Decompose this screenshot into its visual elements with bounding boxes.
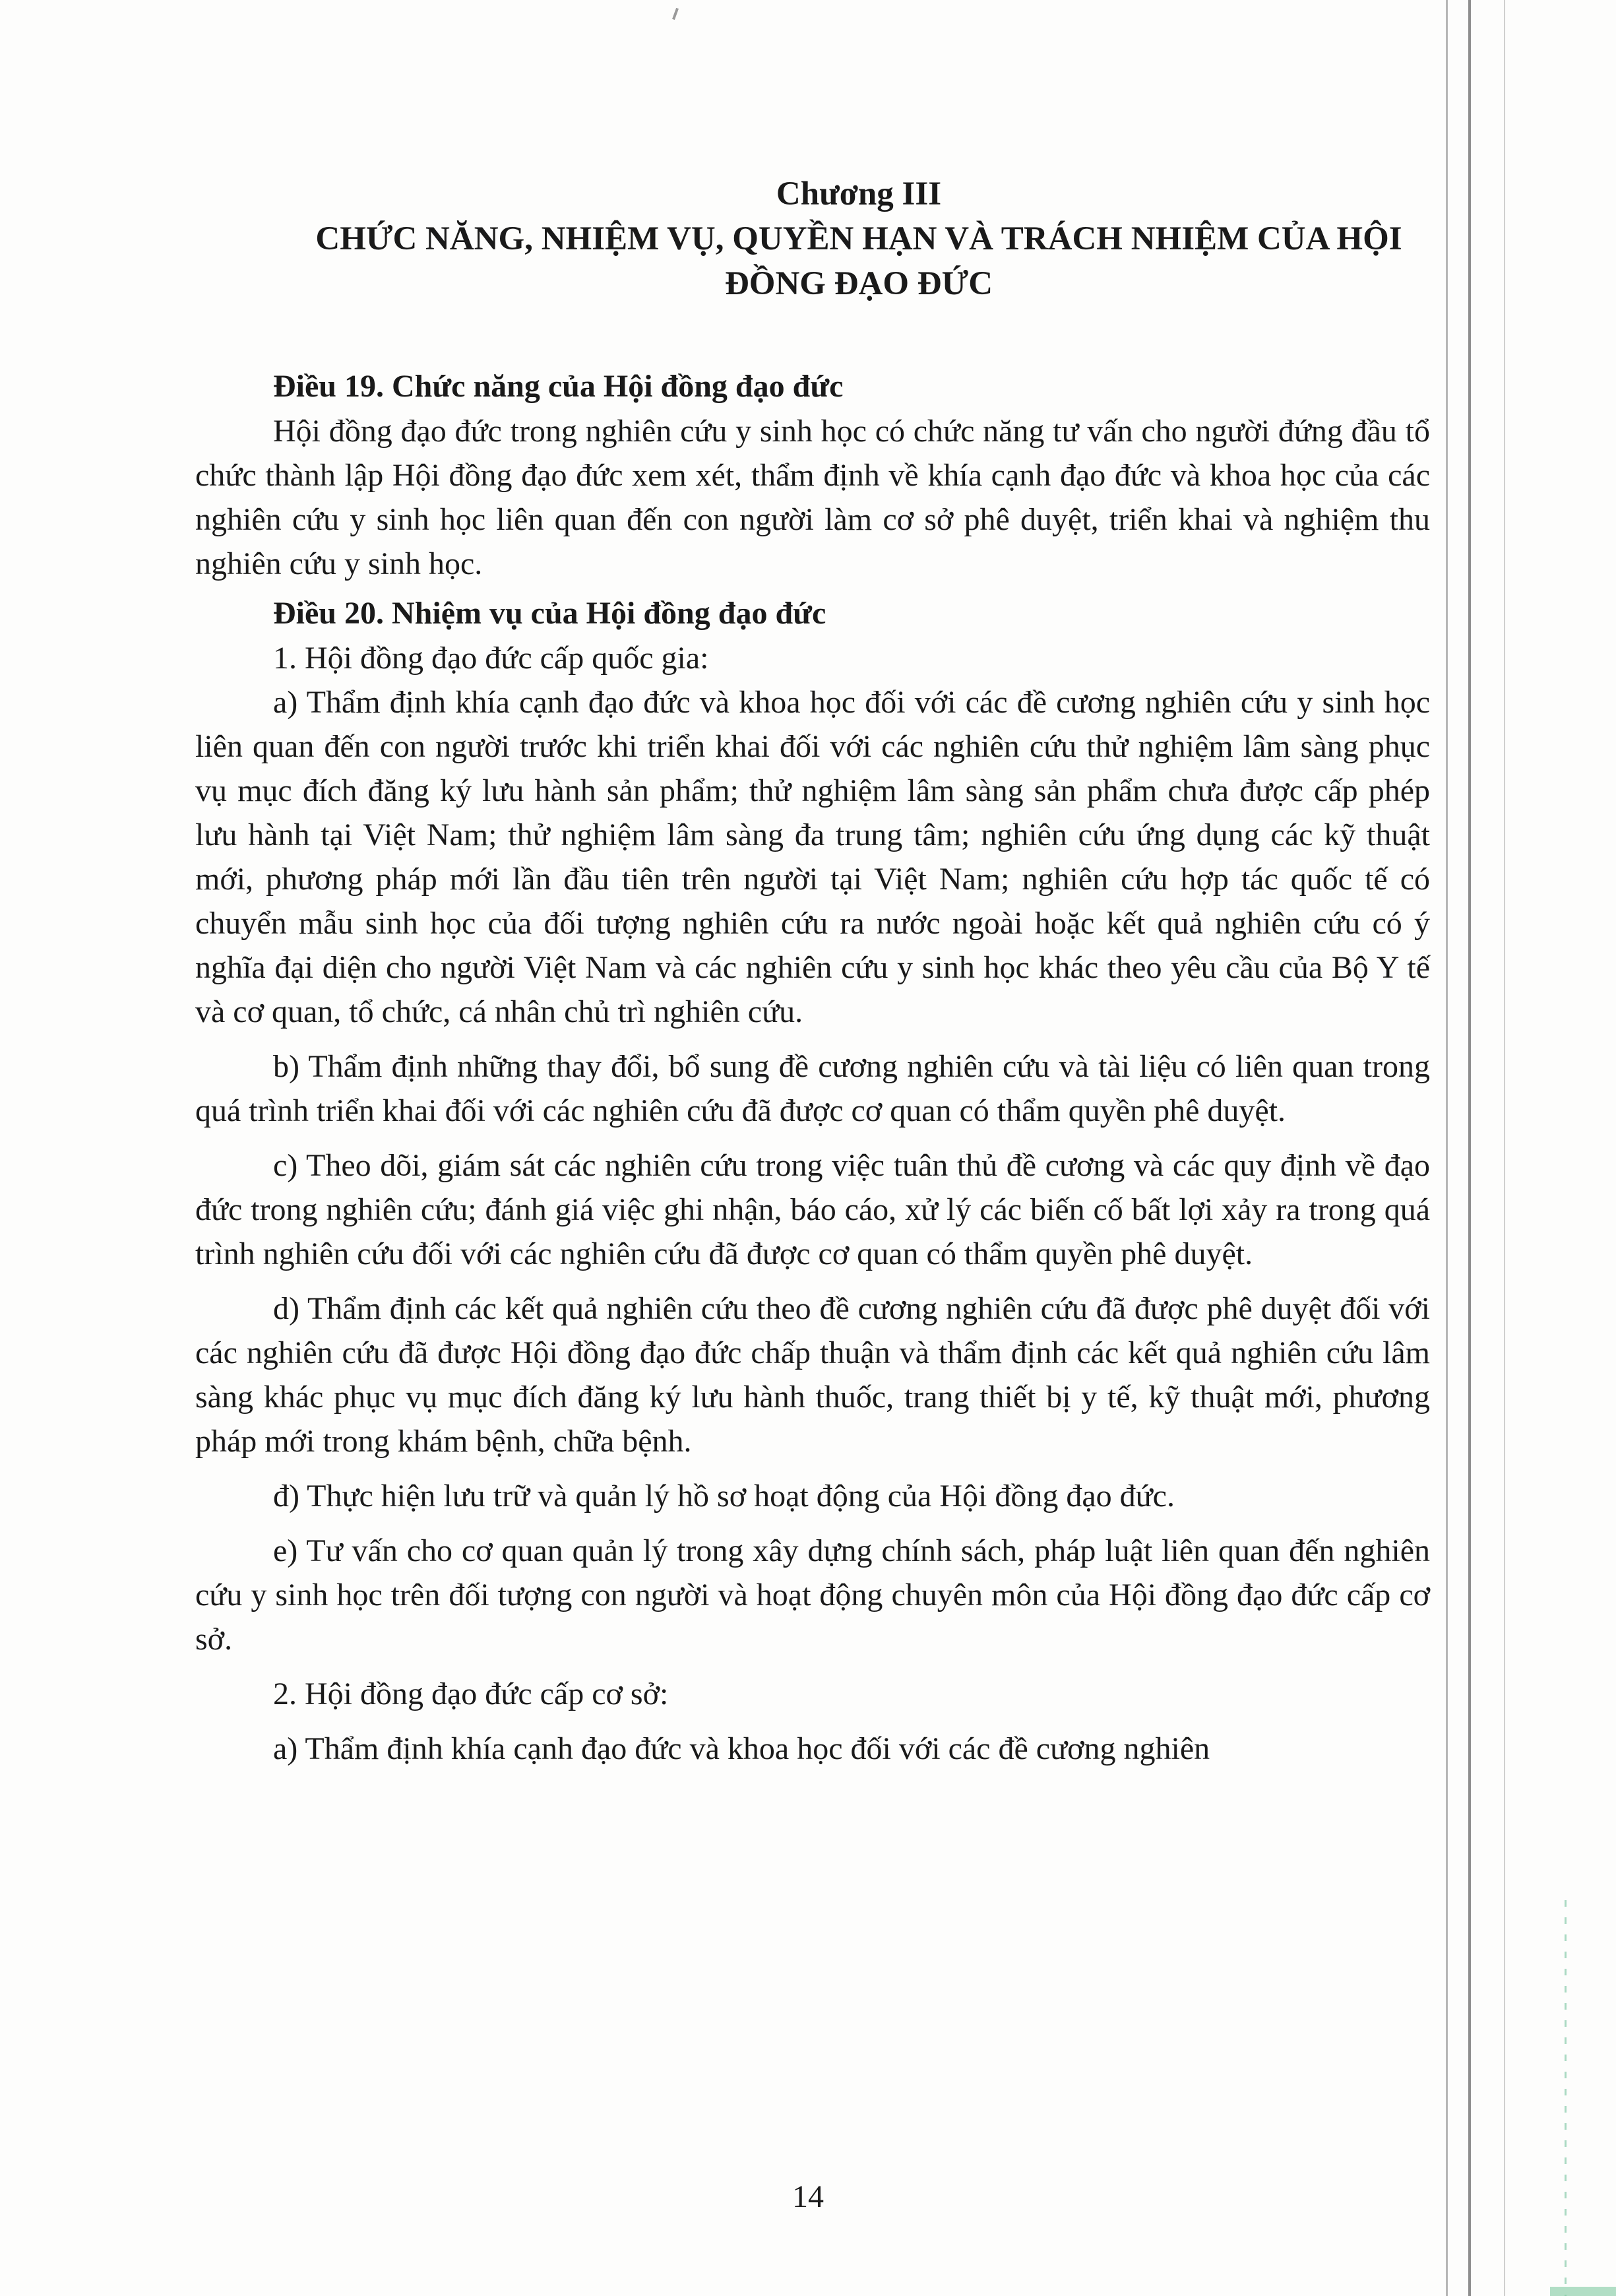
- chapter-title: CHỨC NĂNG, NHIỆM VỤ, QUYỀN HẠN VÀ TRÁCH NHIỆM CỦA HỘI ĐỒNG ĐẠO ĐỨC: [315, 220, 1402, 302]
- article-20-heading: Điều 20. Nhiệm vụ của Hội đồng đạo đức: [273, 596, 826, 631]
- article-19-body: Hội đồng đạo đức trong nghiên cứu y sinh học có chức năng tư vấn cho người đứng đầu tổ chức thành lập Hội đồng đạo đức xem xét, thẩm định về khía cạnh đạo đức và khoa học của các nghiên cứu y sinh học liên quan đến con người làm cơ sở phê duyệt, triển khai và nghiệm thu nghiên cứu y sinh học.: [195, 414, 1430, 581]
- scan-corner-mark: [1550, 2287, 1616, 2296]
- document-body: [195, 172, 1430, 1771]
- page-number: 14: [792, 2179, 824, 2214]
- article-20-item-2a: a) Thẩm định khía cạnh đạo đức và khoa học đối với các đề cương nghiên: [273, 1731, 1210, 1766]
- article-19: [195, 364, 1430, 586]
- article-20-item-1e: e) Tư vấn cho cơ quan quản lý trong xây dựng chính sách, pháp luật liên quan đến nghiên cứu y sinh học trên đối tượng con người và hoạt động chuyên môn của Hội đồng đạo đức cấp cơ sở.: [195, 1533, 1430, 1657]
- scan-margin-mark: [1565, 1900, 1567, 2296]
- article-20-item-1a: a) Thẩm định khía cạnh đạo đức và khoa học đối với các đề cương nghiên cứu y sinh học liên quan đến con người trước khi triển khai đối với các nghiên cứu thử nghiệm lâm sàng phục vụ mục đích đăng ký lưu hành sản phẩm; thử nghiệm lâm sàng sản phẩm chưa được cấp phép lưu hành tại Việt Nam; thử nghiệm lâm sàng đa trung tâm; nghiên cứu ứng dụng các kỹ thuật mới, phương pháp mới lần đầu tiên trên người tại Việt Nam; nghiên cứu hợp tác quốc tế có chuyển mẫu sinh học của đối tượng nghiên cứu ra nước ngoài hoặc kết quả nghiên cứu có ý nghĩa đại diện cho người Việt Nam và các nghiên cứu y sinh học khác theo yêu cầu của Bộ Y tế và cơ quan, tổ chức, cá nhân chủ trì nghiên cứu.: [195, 685, 1430, 1029]
- article-20-item-1c: c) Theo dõi, giám sát các nghiên cứu trong việc tuân thủ đề cương và các quy định về đạo đức trong nghiên cứu; đánh giá việc ghi nhận, báo cáo, xử lý các biến cố bất lợi xảy ra trong quá trình nghiên cứu đối với các nghiên cứu đã được cơ quan có thẩm quyền phê duyệt.: [195, 1148, 1430, 1271]
- article-20-item-1b: b) Thẩm định những thay đổi, bổ sung đề cương nghiên cứu và tài liệu có liên quan trong quá trình triển khai đối với các nghiên cứu đã được cơ quan có thẩm quyền phê duyệt.: [195, 1049, 1430, 1128]
- spacer: [195, 306, 1430, 364]
- page-edge-line: [1504, 0, 1505, 2296]
- scan-speck: [672, 8, 679, 20]
- chapter-number: Chương III: [776, 175, 942, 212]
- article-20-item-1dd: đ) Thực hiện lưu trữ và quản lý hồ sơ hoạt động của Hội đồng đạo đức.: [273, 1479, 1175, 1514]
- article-20: [195, 591, 1430, 1771]
- page-edge-line: [1446, 0, 1448, 2296]
- page-edge-line: [1468, 0, 1471, 2296]
- article-19-heading: Điều 19. Chức năng của Hội đồng đạo đức: [273, 369, 844, 404]
- article-20-item-2: 2. Hội đồng đạo đức cấp cơ sở:: [273, 1676, 669, 1711]
- article-20-item-1: 1. Hội đồng đạo đức cấp quốc gia:: [273, 641, 709, 676]
- article-20-item-1d: d) Thẩm định các kết quả nghiên cứu theo đề cương nghiên cứu đã được phê duyệt đối với các nghiên cứu đã được Hội đồng đạo đức chấp thuận và thẩm định các kết quả nghiên cứu lâm sàng khác phục vụ mục đích đăng ký lưu hành thuốc, trang thiết bị y tế, kỹ thuật mới, phương pháp mới trong khám bệnh, chữa bệnh.: [195, 1291, 1430, 1459]
